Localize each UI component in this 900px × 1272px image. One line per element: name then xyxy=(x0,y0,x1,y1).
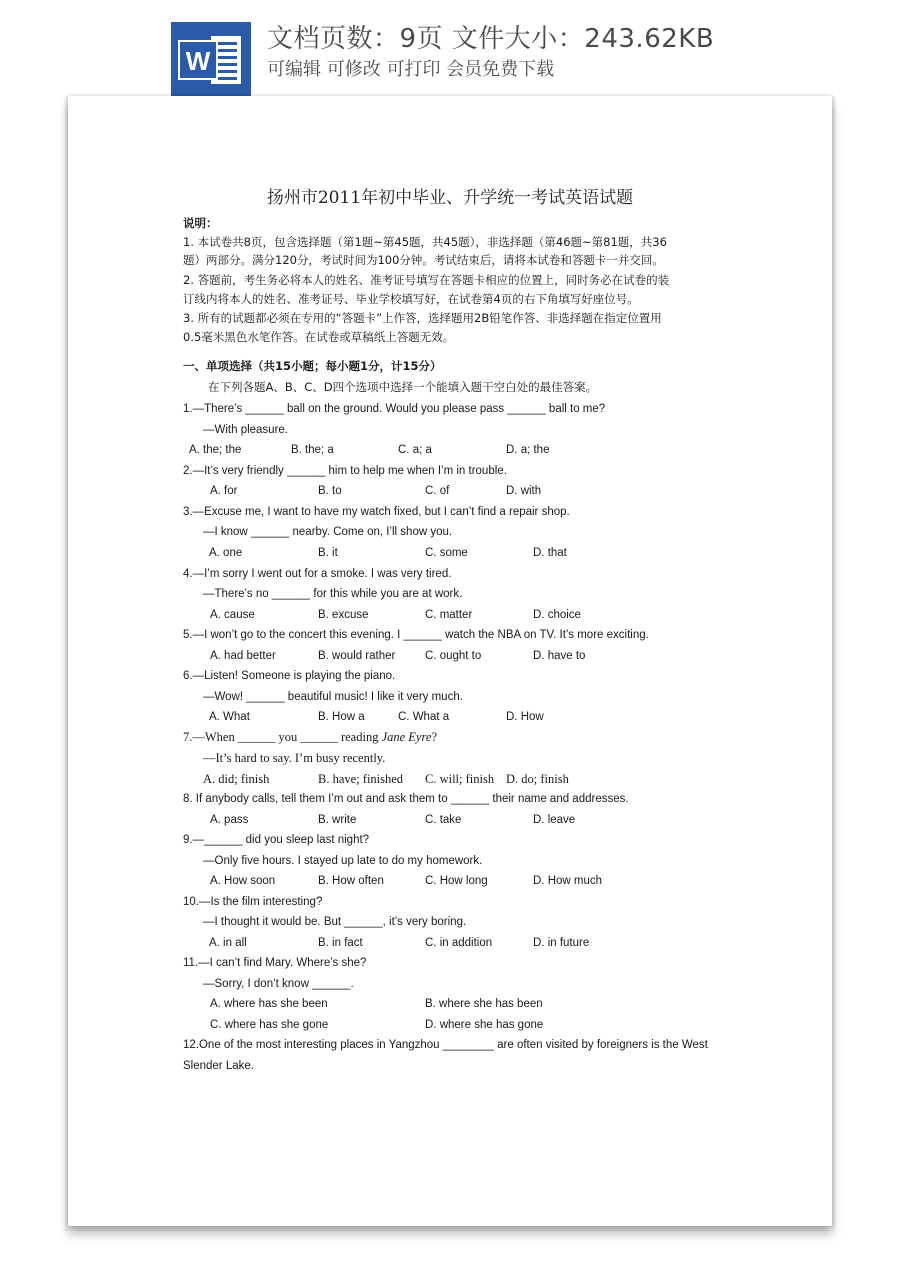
question-reply: —With pleasure. xyxy=(203,424,289,436)
question-stem: 6.—Listen! Someone is playing the piano. xyxy=(183,670,396,682)
option-a: A. had better xyxy=(210,650,276,662)
note-line: 2. 答题前，考生务必将本人的姓名、准考证号填写在答题卡相应的位置上，同时务必在试卷的装 xyxy=(183,273,670,287)
question-reply: —Wow! ______ beautiful music! I like it very much. xyxy=(203,691,463,703)
option-b: B. excuse xyxy=(318,609,369,621)
word-document-icon xyxy=(171,22,251,96)
option-b: B. have; finished xyxy=(318,772,404,786)
option-b: B. in fact xyxy=(318,937,363,949)
option-c: C. a; a xyxy=(398,444,432,456)
question-stem: 10.—Is the film interesting? xyxy=(183,896,323,908)
info-banner xyxy=(0,0,900,100)
section-heading: 一、单项选择（共15小题；每小题1分，计15分） xyxy=(183,359,442,373)
option-a: A. did; finish xyxy=(203,772,270,786)
option-c: C. some xyxy=(425,547,468,559)
question-stem xyxy=(183,730,437,744)
question-stem-end: ? xyxy=(431,730,437,744)
option-c: C. take xyxy=(425,814,462,826)
question-reply: —There’s no ______ for this while you are at work. xyxy=(203,588,463,600)
option-c: C. where has she gone xyxy=(210,1019,329,1031)
question-stem: 2.—It’s very friendly ______ him to help me when I’m in trouble. xyxy=(183,465,507,477)
option-b: B. How often xyxy=(318,875,384,887)
option-a: A. the; the xyxy=(189,444,242,456)
question-stem: 11.—I can’t find Mary. Where’s she? xyxy=(183,957,367,969)
option-a: A. for xyxy=(210,485,238,497)
question-reply: —I know ______ nearby. Come on, I’ll show you. xyxy=(203,526,453,538)
option-d: D. How xyxy=(506,711,544,723)
book-title: Jane Eyre xyxy=(381,730,432,744)
note-line: 题）两部分。满分120分，考试时间为100分钟。考试结束后，请将本试卷和答题卡一并交回。 xyxy=(183,253,664,267)
question-reply: —Sorry, I don’t know ______. xyxy=(203,978,354,990)
question-stem-text: 7.—When ______ you ______ reading xyxy=(183,730,382,744)
option-d: D. that xyxy=(533,547,567,559)
option-d: D. leave xyxy=(533,814,576,826)
option-a: A. one xyxy=(209,547,243,559)
option-a: A. pass xyxy=(210,814,249,826)
option-d: D. in future xyxy=(533,937,590,949)
option-a: A. What xyxy=(209,711,250,723)
option-b: B. to xyxy=(318,485,342,497)
question-stem: 12.One of the most interesting places in Yangzhou ________ are often visited by foreigners is the West xyxy=(183,1039,708,1051)
option-d: D. have to xyxy=(533,650,586,662)
note-line: 3. 所有的试题都必须在专用的“答题卡”上作答，选择题用2B铅笔作答、非选择题在指定位置用 xyxy=(183,311,662,325)
option-c: C. How long xyxy=(425,875,488,887)
option-d: D. choice xyxy=(533,609,581,621)
option-a: A. in all xyxy=(209,937,247,949)
option-d: D. How much xyxy=(533,875,603,887)
notes-heading: 说明： xyxy=(183,216,218,230)
option-d: D. a; the xyxy=(506,444,550,456)
option-a: A. where has she been xyxy=(210,998,328,1010)
option-c: C. ought to xyxy=(425,650,482,662)
option-b: B. where she has been xyxy=(425,998,543,1010)
question-reply: —It’s hard to say. I’m busy recently. xyxy=(203,751,386,765)
option-a: A. cause xyxy=(210,609,255,621)
option-b: B. it xyxy=(318,547,338,559)
question-stem: 9.—______ did you sleep last night? xyxy=(183,834,370,846)
option-d: D. where she has gone xyxy=(425,1019,544,1031)
option-c: C. of xyxy=(425,485,450,497)
option-d: D. do; finish xyxy=(506,772,569,786)
option-d: D. with xyxy=(506,485,542,497)
note-line: 订线内将本人的姓名、准考证号、毕业学校填写好，在试卷第4页的右下角填写好座位号。 xyxy=(183,292,639,306)
option-c: C. matter xyxy=(425,609,473,621)
word-logo-letter: W xyxy=(185,46,211,76)
document-page xyxy=(68,96,832,1226)
file-info-title: 文档页数：9页 文件大小：243.62KB xyxy=(267,24,715,54)
option-b: B. write xyxy=(318,814,357,826)
option-c: C. What a xyxy=(398,711,450,723)
option-b: B. the; a xyxy=(291,444,334,456)
note-line: 0.5毫米黑色水笔作答。在试卷或草稿纸上答题无效。 xyxy=(183,330,455,344)
question-stem: 1.—There’s ______ ball on the ground. Would you please pass ______ ball to me? xyxy=(183,403,606,415)
question-stem-continued: Slender Lake. xyxy=(183,1060,254,1072)
question-reply: —Only five hours. I stayed up late to do my homework. xyxy=(203,855,483,867)
question-stem: 5.—I won’t go to the concert this evening. I ______ watch the NBA on TV. It’s more exciting. xyxy=(183,629,649,641)
section-instruction: 在下列各题A、B、C、D四个选项中选择一个能填入题干空白处的最佳答案。 xyxy=(208,380,598,394)
file-info-subtitle: 可编辑 可修改 可打印 会员免费下载 xyxy=(267,59,555,80)
question-stem: 4.—I’m sorry I went out for a smoke. I was very tired. xyxy=(183,568,452,580)
option-a: A. How soon xyxy=(210,875,276,887)
option-b: B. How a xyxy=(318,711,365,723)
option-b: B. would rather xyxy=(318,650,396,662)
question-stem: 8. If anybody calls, tell them I’m out and ask them to ______ their name and addresses. xyxy=(183,793,629,805)
option-c: C. will; finish xyxy=(425,772,495,786)
question-stem: 3.—Excuse me, I want to have my watch fixed, but I can’t find a repair shop. xyxy=(183,506,570,518)
option-c: C. in addition xyxy=(425,937,493,949)
question-reply: —I thought it would be. But ______, it’s very boring. xyxy=(203,916,467,928)
note-line: 1. 本试卷共8页，包含选择题（第1题~第45题，共45题），非选择题（第46题~第81题，共36 xyxy=(183,235,667,249)
document-title: 扬州市2011年初中毕业、升学统一考试英语试题 xyxy=(266,188,634,208)
